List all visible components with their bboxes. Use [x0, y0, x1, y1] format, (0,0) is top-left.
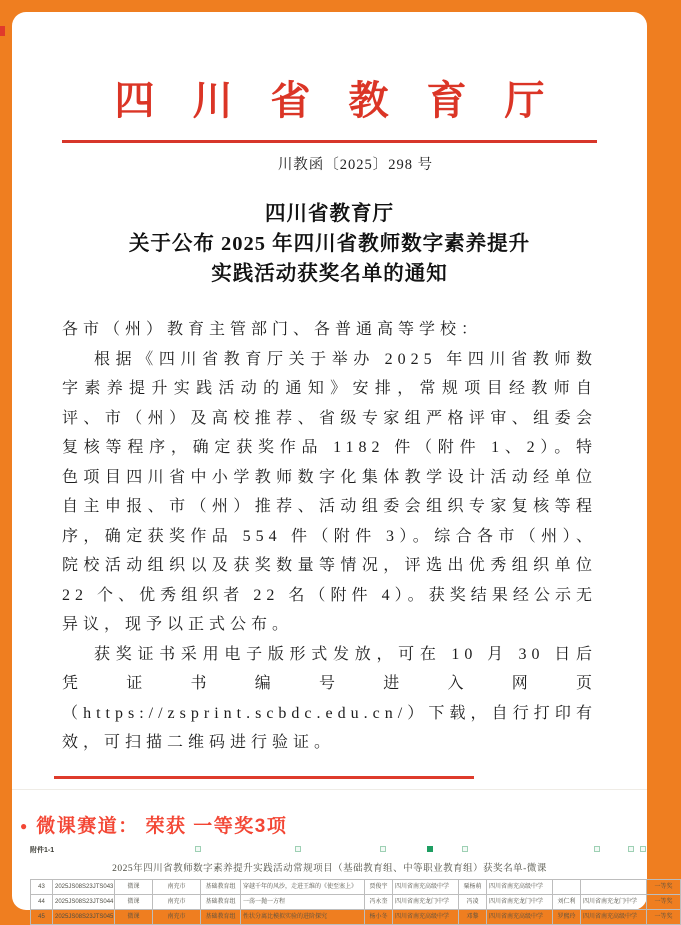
cell-school3 — [581, 880, 647, 895]
cell-author2: 冯凌 — [459, 895, 487, 910]
cell-track: 微课 — [115, 895, 153, 910]
cell-city: 南充市 — [153, 895, 201, 910]
filter-icon — [628, 846, 634, 852]
cell-school3: 四川省南充龙门中学 — [581, 895, 647, 910]
edge-notch — [0, 26, 5, 36]
cell-school1: 四川省南充高级中学 — [393, 880, 459, 895]
filter-icon — [462, 846, 468, 852]
bullet-icon: ● — [20, 819, 28, 833]
filter-icon — [195, 846, 201, 852]
filter-icon — [640, 846, 646, 852]
cell-school1: 四川省南充高级中学 — [393, 910, 459, 925]
cell-id: 2025JS08S23JTS043 — [53, 880, 115, 895]
header-divider — [62, 140, 597, 143]
cell-author3 — [553, 880, 581, 895]
cell-title: 性状分离比模拟实验的进阶探究 — [241, 910, 365, 925]
cell-award: 一等奖 — [647, 895, 681, 910]
filter-icon — [427, 846, 433, 852]
closing-divider — [54, 776, 474, 779]
cell-index: 43 — [31, 880, 53, 895]
highlight-note — [20, 814, 647, 839]
cell-group: 基础教育组 — [201, 895, 241, 910]
notice-title — [62, 199, 597, 289]
highlight-text: 微课赛道： 荣获 一等奖3项 — [36, 816, 288, 837]
attachment-label: 附件1-1 — [30, 847, 55, 854]
filter-icon — [380, 846, 386, 852]
letter-body — [62, 315, 597, 758]
cell-author2: 粟杨萌 — [459, 880, 487, 895]
cell-school2: 四川省南充龙门中学 — [487, 895, 553, 910]
cell-author1: 冯永奎 — [365, 895, 393, 910]
cell-school2: 四川省南充高级中学 — [487, 880, 553, 895]
table-row — [31, 895, 681, 910]
sheet-toolbar — [12, 845, 647, 856]
cell-id: 2025JS08S23JTS044 — [53, 895, 115, 910]
cell-author3: 刘仁利 — [553, 895, 581, 910]
cell-school3: 四川省南充高级中学 — [581, 910, 647, 925]
cell-author1: 贾俊宇 — [365, 880, 393, 895]
filter-icon — [295, 846, 301, 852]
cell-title: 穿越千年的风沙，走进王维的《使至塞上》 — [241, 880, 365, 895]
cell-index: 45 — [31, 910, 53, 925]
official-letter — [12, 12, 647, 790]
cell-city: 南充市 — [153, 880, 201, 895]
content-card — [12, 12, 673, 920]
cell-author1: 杨小冬 — [365, 910, 393, 925]
notice-title-line: 实践活动获奖名单的通知 — [211, 263, 448, 285]
agency-header: 四 川 省 教 育 厅 — [114, 78, 559, 123]
cell-school1: 四川省南充龙门中学 — [393, 895, 459, 910]
awards-table — [30, 879, 681, 925]
cell-award: 一等奖 — [647, 910, 681, 925]
cell-group: 基础教育组 — [201, 880, 241, 895]
cell-title: 一荡一抛一方程 — [241, 895, 365, 910]
cell-id: 2025JS08S23JTS045 — [53, 910, 115, 925]
doc-number: 川教函〔2025〕298 号 — [277, 157, 434, 173]
cell-author2: 邓黎 — [459, 910, 487, 925]
cell-school2: 四川省南充高级中学 — [487, 910, 553, 925]
table-row — [31, 880, 681, 895]
sheet-title: 2025年四川省教师数字素养提升实践活动常规项目（基础教育组、中等职业教育组）获奖名单-微课 — [112, 864, 547, 874]
cell-author3: 罗熙玲 — [553, 910, 581, 925]
cell-index: 44 — [31, 895, 53, 910]
filter-icon — [594, 846, 600, 852]
cell-award: 一等奖 — [647, 880, 681, 895]
attachment-sheet — [12, 845, 673, 925]
cell-track: 微课 — [115, 880, 153, 895]
notice-title-line: 四川省教育厅 — [265, 203, 394, 225]
body-paragraph: 根据《四川省教育厅关于举办 2025 年四川省教师数字素养提升实践活动的通知》安排，常规项目经教师自评、市（州）及高校推荐、省级专家组严格评审、组委会复核等程序，确定获奖作品 1182 件（附件 1、2）。特色项目四川省中小学教师数字化集体教学设计活动经单位自主申报、市（州）推荐、活动组委会组织专家复核等程序，确定获奖作品 554 件（附件 3）。综合各市（州）、院校活动组织以及获奖数量等情况，评选出优秀组织单位 22 个、优秀组织者 22 名（附件 4）。获奖结果经公示无异议，现予以正式公布。 — [62, 350, 597, 633]
notice-title-line: 关于公布 2025 年四川省教师数字素养提升 — [128, 233, 531, 255]
cell-city: 南充市 — [153, 910, 201, 925]
body-paragraph: 获奖证书采用电子版形式发放，可在 10 月 30 日后凭证书编号进入网页（https://zsprint.scbdc.edu.cn/）下载，自行打印有效，可扫描二维码进行验证。 — [62, 645, 597, 751]
table-row — [31, 910, 681, 925]
cell-track: 微课 — [115, 910, 153, 925]
salutation: 各市（州）教育主管部门、各普通高等学校： — [62, 321, 483, 338]
cell-group: 基础教育组 — [201, 910, 241, 925]
